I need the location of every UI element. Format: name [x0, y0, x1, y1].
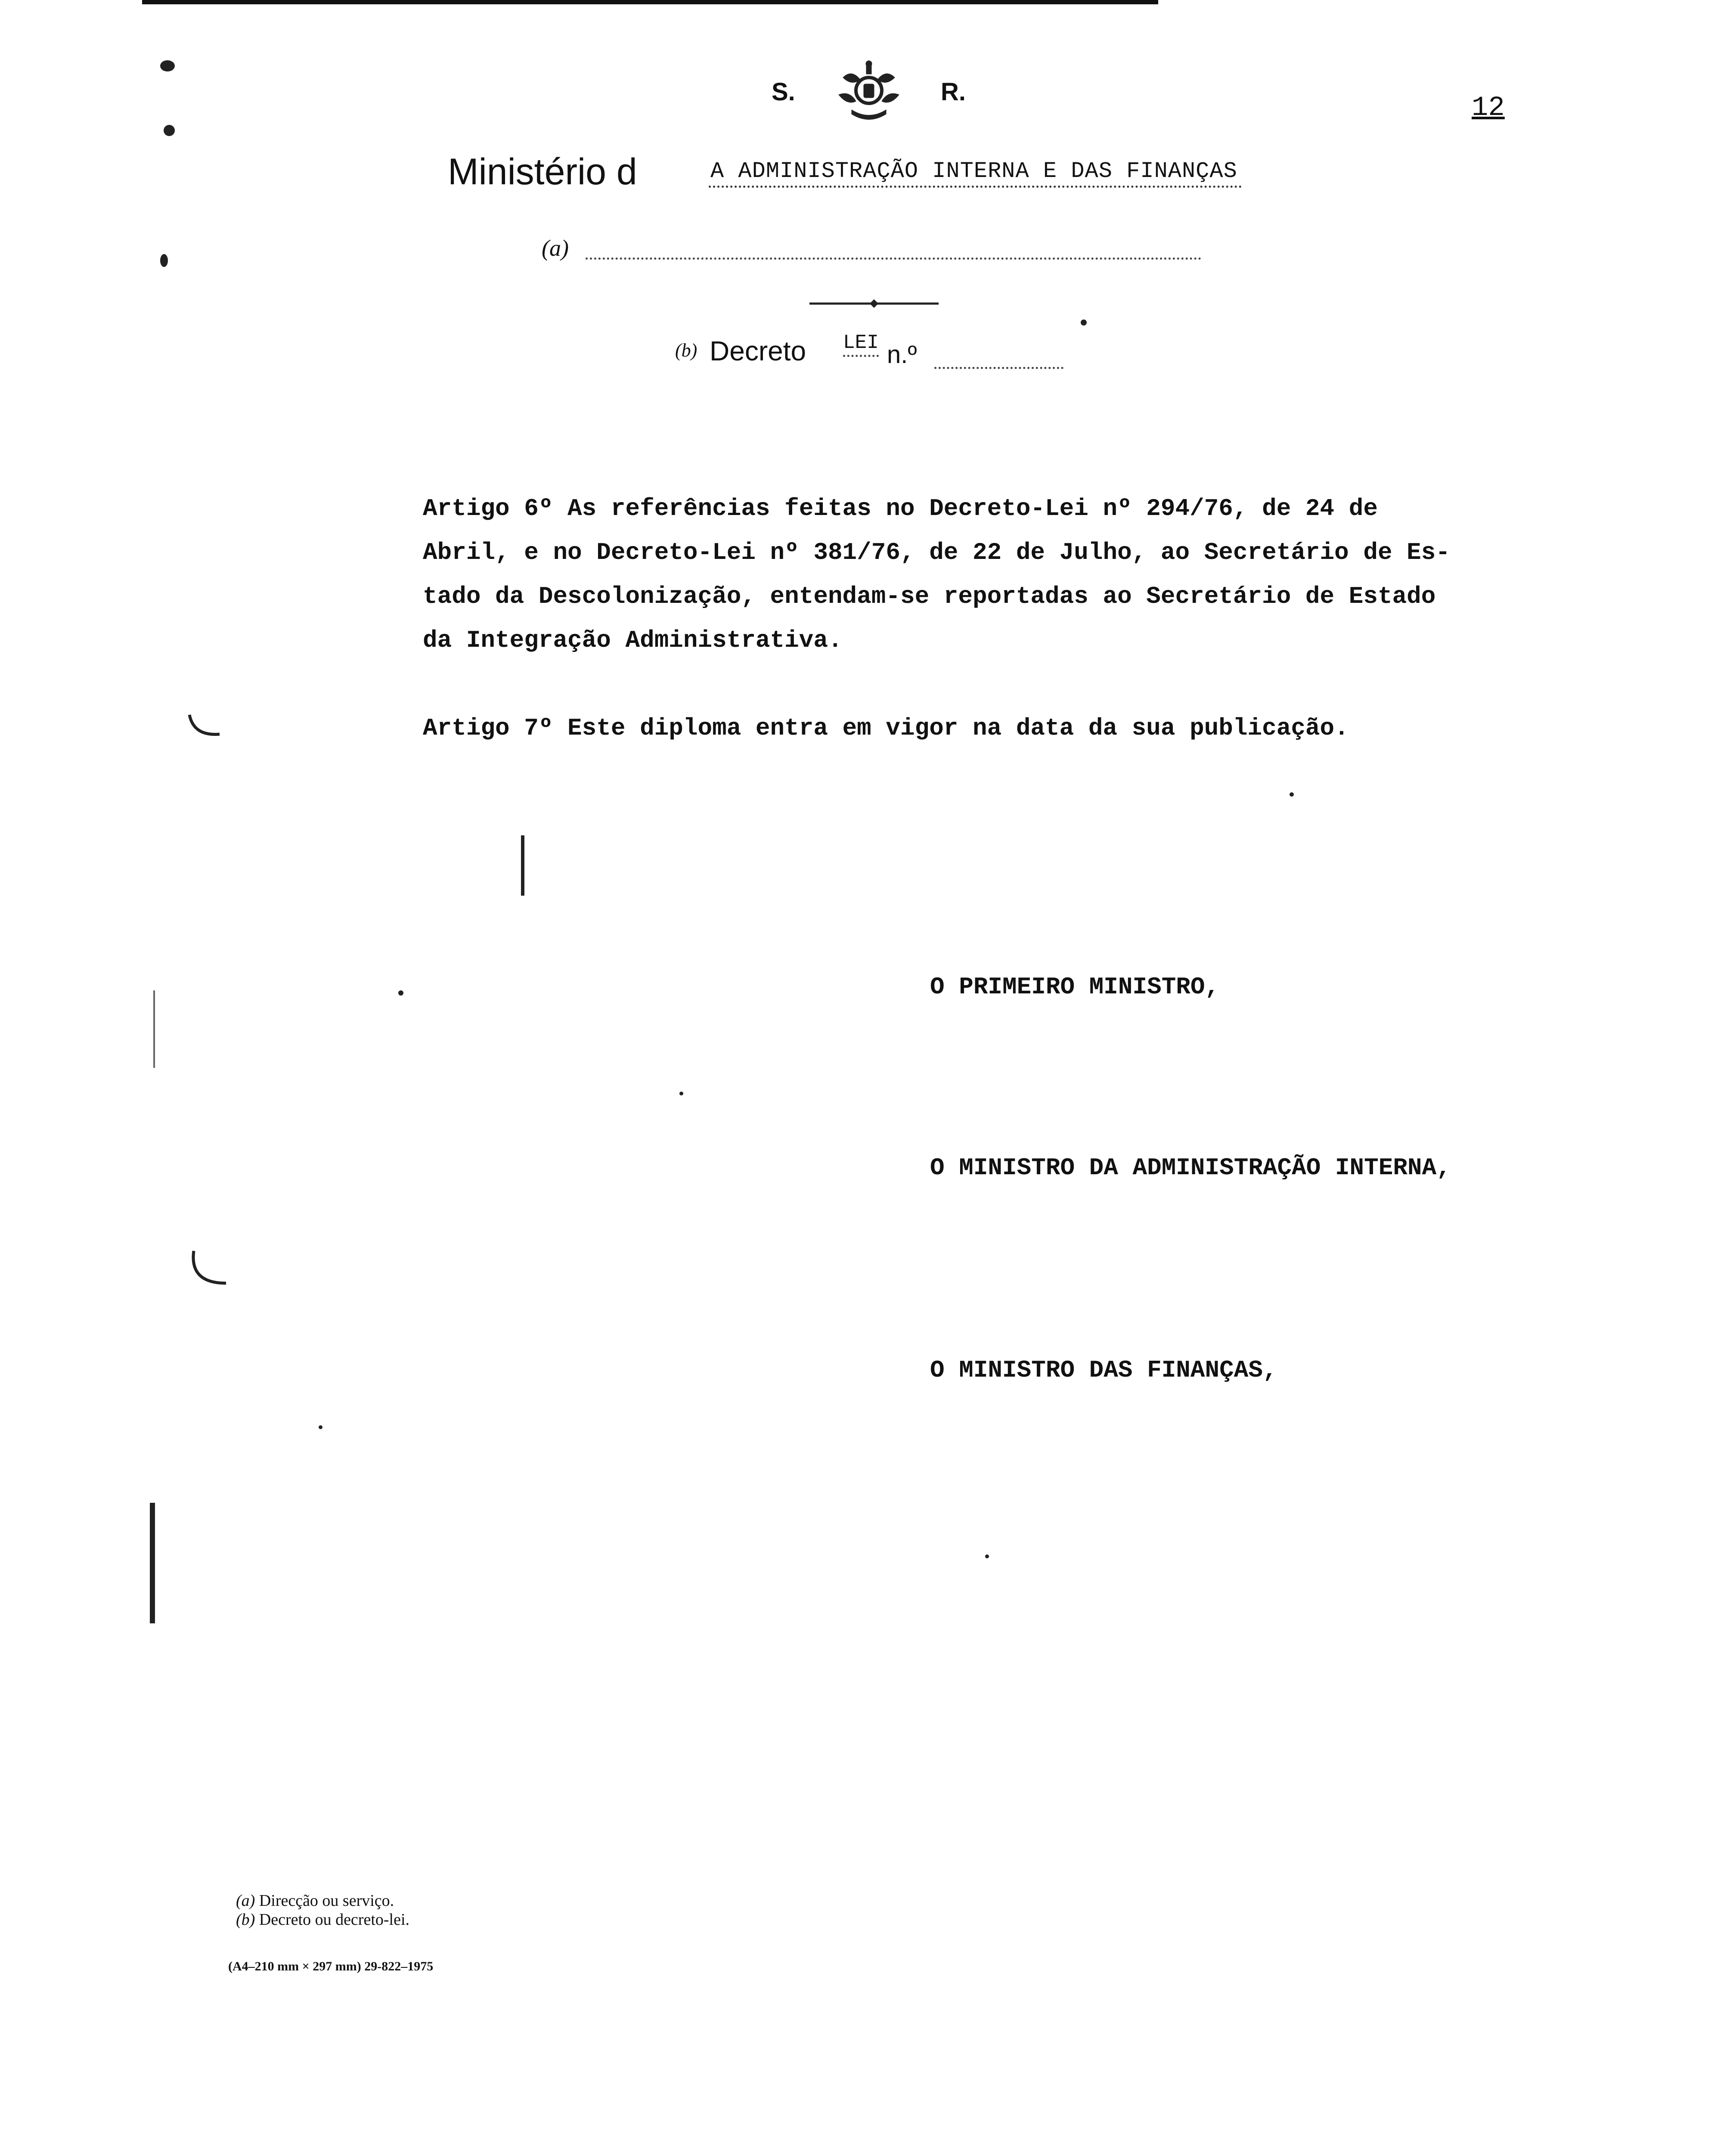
scan-speck	[164, 125, 175, 136]
ministry-name-field: A ADMINISTRAÇÃO INTERNA E DAS FINANÇAS	[709, 158, 1242, 188]
service-blank-line	[586, 257, 1201, 260]
footnote-a-mark: (a)	[236, 1892, 255, 1910]
scan-margin-mark	[521, 835, 524, 896]
scan-arc-mark	[185, 1249, 232, 1292]
footnote-a	[236, 1891, 409, 1910]
ministry-prefix: Ministério d	[448, 151, 637, 192]
footnotes	[236, 1891, 409, 1929]
artigo-6-line: Abril, e no Decreto-Lei nº 381/76, de 22 de Julho, ao Secretário de Es-	[423, 539, 1450, 566]
scan-speck	[160, 254, 168, 267]
artigo-6-line: tado da Descolonização, entendam-se reportadas ao Secretário de Estado	[423, 583, 1436, 610]
portuguese-republic-crest-icon	[826, 60, 912, 125]
signature-ministro-financas: O MINISTRO DAS FINANÇAS,	[930, 1356, 1277, 1384]
footnote-b-marker: (b)	[675, 340, 698, 361]
scan-margin-mark	[150, 1503, 155, 1623]
header-r-label: R.	[941, 78, 966, 106]
scan-speck	[160, 60, 175, 71]
top-border-line	[142, 0, 1158, 4]
signature-primeiro-ministro: O PRIMEIRO MINISTRO,	[930, 973, 1220, 1001]
separator-ornament-icon	[809, 297, 939, 310]
scan-speck	[1081, 320, 1087, 326]
scan-margin-mark	[153, 990, 155, 1068]
scan-speck	[319, 1425, 322, 1429]
artigo-6-line: Artigo 6º As referências feitas no Decreto-Lei nº 294/76, de 24 de	[423, 495, 1378, 522]
artigo-6-line: da Integração Administrativa.	[423, 627, 843, 654]
form-code: (A4–210 mm × 297 mm) 29-822–1975	[228, 1959, 434, 1973]
lei-field: LEI	[843, 332, 879, 357]
header-s-label: S.	[772, 78, 795, 106]
decreto-label: Decreto	[710, 335, 806, 366]
scan-speck	[1290, 792, 1294, 797]
scan-speck	[679, 1092, 683, 1095]
numero-label: n.º	[887, 341, 917, 369]
footnote-b	[236, 1910, 409, 1929]
footnote-b-mark: (b)	[236, 1911, 255, 1929]
decree-number-blank	[934, 367, 1063, 369]
decree-body	[423, 487, 1559, 750]
footnote-a-marker: (a)	[542, 235, 569, 261]
scan-speck	[398, 990, 403, 996]
scan-arc-mark	[185, 710, 228, 745]
footnote-a-text: Direcção ou serviço.	[255, 1892, 394, 1910]
signature-ministro-administracao-interna: O MINISTRO DA ADMINISTRAÇÃO INTERNA,	[930, 1154, 1451, 1182]
scan-speck	[985, 1554, 989, 1558]
artigo-7-paragraph: Artigo 7º Este diploma entra em vigor na data da sua publicação.	[423, 714, 1349, 742]
page-number: 12	[1472, 93, 1505, 124]
footnote-b-text: Decreto ou decreto-lei.	[255, 1911, 410, 1929]
